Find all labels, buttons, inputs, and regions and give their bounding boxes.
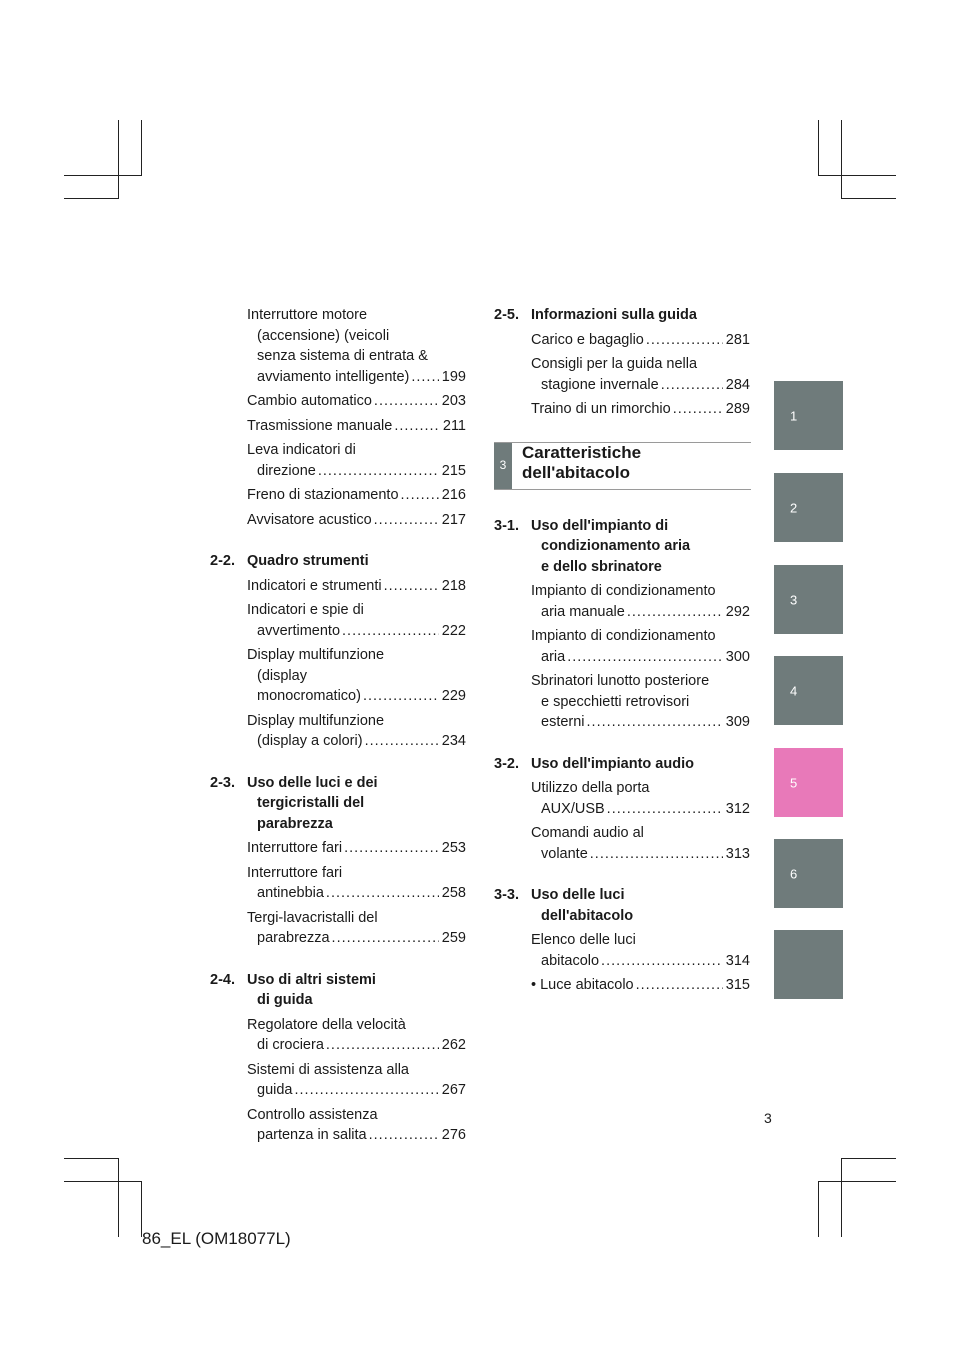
toc-page-number: 314: [725, 952, 750, 969]
toc-entry[interactable]: [247, 863, 466, 904]
toc-page-number: 309: [725, 714, 750, 730]
toc-entry-title: Controllo assistenza: [247, 1106, 378, 1123]
chapter-number-badge: 3: [494, 443, 512, 489]
chapter-tab-2[interactable]: [774, 473, 843, 542]
toc-page-number: 284: [725, 376, 750, 393]
toc-entry[interactable]: [531, 975, 750, 996]
toc-entry[interactable]: [247, 711, 466, 752]
toc-entry-line: [531, 647, 750, 668]
toc-entry-title: Interruttore fari: [247, 864, 343, 881]
dot-leader: [411, 367, 438, 388]
dot-leader: [673, 399, 723, 420]
chapter-title-line: Caratteristiche: [522, 442, 642, 462]
toc-page-number: 215: [441, 462, 466, 479]
toc-entry-text: Interruttore fari: [247, 840, 343, 856]
toc-page-number: 216: [441, 487, 466, 503]
section-heading: [210, 551, 470, 572]
toc-page-number: 218: [441, 577, 466, 594]
crop-mark: [841, 1158, 896, 1159]
dot-leader: [627, 602, 723, 623]
toc-entry-title: Impianto di condizionamento: [531, 583, 716, 599]
toc-page-number: 267: [441, 1082, 466, 1098]
toc-entry-line: [531, 712, 750, 733]
toc-entry-line: [247, 883, 466, 904]
intro-entries: [247, 305, 470, 530]
toc-entry-title: Consigli per la guida nella: [531, 356, 698, 372]
toc-entry[interactable]: [531, 823, 750, 864]
toc-left-column: [210, 305, 470, 1150]
toc-entry-line: [247, 416, 466, 437]
toc-entry-text: di crociera: [257, 1037, 324, 1053]
section-title-line: condizionamento aria: [541, 538, 691, 554]
toc-entry[interactable]: [531, 330, 750, 351]
toc-entry-title-cont: (accensione) (veicoli: [257, 327, 390, 344]
dot-leader: [374, 391, 439, 412]
crop-mark: [64, 175, 142, 176]
section-heading: [210, 970, 470, 1011]
chapter-tab-label: 2: [790, 500, 798, 515]
chapter-title: [522, 443, 641, 483]
dot-leader: [661, 375, 723, 396]
section-heading: [494, 885, 754, 926]
dot-leader: [326, 1035, 439, 1056]
toc-entry[interactable]: [531, 354, 750, 395]
toc-entry-text: AUX/USB: [541, 800, 605, 817]
toc-entry[interactable]: [531, 626, 750, 667]
toc-entry-line: [531, 602, 750, 623]
crop-mark: [818, 175, 896, 176]
toc-page-number: 258: [441, 885, 466, 901]
section-title: [247, 970, 447, 1011]
toc-page-number: 234: [441, 733, 466, 749]
chapter-tab-label: 6: [790, 866, 798, 881]
dot-leader: [384, 576, 439, 597]
toc-entry-title-cont: (display: [257, 667, 307, 684]
toc-page-number: 222: [441, 622, 466, 639]
toc-entry-line: [247, 576, 466, 597]
section-number: 2-3.: [210, 774, 235, 791]
toc-entry-title-cont: senza sistema di entrata &: [257, 348, 428, 364]
toc-entry-title: Indicatori e spie di: [247, 602, 364, 618]
dot-leader: [601, 951, 723, 972]
toc-entry[interactable]: [531, 778, 750, 819]
section-gap: [494, 868, 754, 885]
toc-entry[interactable]: [247, 645, 466, 707]
dot-leader: [344, 838, 439, 859]
section-entries: [531, 330, 754, 420]
dot-leader: [363, 686, 439, 707]
section-number: 3-3.: [494, 887, 519, 903]
dot-leader: [365, 731, 439, 752]
toc-entry[interactable]: [247, 908, 466, 949]
toc-entry-title: Comandi audio al: [531, 825, 644, 841]
chapter-tab-label: 1: [790, 408, 798, 423]
section-title: [531, 516, 731, 578]
toc-entry-text: Freno di stazionamento: [247, 487, 399, 503]
toc-entry-line: [531, 951, 750, 972]
section-gap: [494, 737, 754, 754]
toc-entry-text: monocromatico): [257, 688, 361, 704]
toc-entry-title: Sbrinatori lunotto posteriore: [531, 673, 710, 689]
section-title-line: Uso di altri sistemi: [247, 971, 376, 988]
toc-entry[interactable]: [531, 581, 750, 622]
dot-leader: [394, 416, 440, 437]
section-title: [247, 773, 447, 835]
toc-entry-title: Sistemi di assistenza alla: [247, 1061, 409, 1078]
section-gap: [210, 534, 470, 551]
toc-entry-text: aria manuale: [541, 603, 625, 620]
toc-entry-title: Impianto di condizionamento: [531, 628, 716, 644]
toc-entry-line: [247, 1035, 466, 1056]
chapter-tab-1[interactable]: [774, 381, 843, 450]
dot-leader: [374, 510, 439, 531]
toc-entry-text: direzione: [257, 462, 316, 479]
toc-entry-line: [247, 391, 466, 412]
toc-entry[interactable]: [247, 600, 466, 641]
chapter-tab-label: 4: [790, 683, 798, 698]
toc-entry-title: Tergi-lavacristalli del: [247, 909, 378, 926]
toc-page-number: 217: [441, 511, 466, 528]
toc-entry-text: Indicatori e strumenti: [247, 577, 382, 594]
chapter-header: [494, 442, 751, 490]
crop-mark: [841, 120, 842, 199]
toc-entry[interactable]: [531, 671, 750, 733]
toc-entry-text: (display a colori): [257, 733, 363, 749]
section-title-line: e dello sbrinatore: [541, 558, 662, 575]
toc-entry[interactable]: [247, 416, 466, 437]
toc-entry[interactable]: [247, 1105, 466, 1146]
toc-entry[interactable]: [247, 485, 466, 506]
section-title: [531, 305, 731, 326]
toc-entry-text: antinebbia: [257, 885, 324, 901]
toc-entry[interactable]: [247, 576, 466, 597]
toc-entry-line: [531, 399, 750, 420]
section-entries: [531, 930, 754, 996]
crop-mark: [141, 120, 142, 176]
crop-mark: [818, 120, 819, 176]
toc-entry[interactable]: [247, 1015, 466, 1056]
section-title: [531, 754, 731, 775]
chapter-tab-label: 5: [790, 775, 798, 790]
section-title-line: dell'abitacolo: [541, 907, 634, 924]
toc-entry-title: Elenco delle luci: [531, 932, 636, 948]
section-heading: [494, 754, 754, 775]
toc-entry-text: Traino di un rimorchio: [531, 401, 671, 417]
toc-entry-line: [247, 1125, 466, 1146]
page-number: 3: [764, 1110, 772, 1126]
toc-entry-line: [531, 799, 750, 820]
toc-page-number: 211: [442, 417, 466, 434]
toc-entry-line: [247, 838, 466, 859]
crop-mark: [64, 198, 119, 199]
toc-entry-line: [247, 1080, 466, 1101]
toc-page-number: 289: [725, 401, 750, 417]
dot-leader: [401, 485, 439, 506]
section-number: 3-2.: [494, 755, 519, 772]
toc-page-number: 292: [725, 603, 750, 620]
toc-entry[interactable]: [247, 838, 466, 859]
toc-entry-line: [531, 844, 750, 865]
toc-entry-line: [247, 621, 466, 642]
toc-entry[interactable]: [247, 391, 466, 412]
toc-entry-text: stagione invernale: [541, 376, 659, 393]
toc-page-number: 253: [441, 840, 466, 856]
chapter-tab-5[interactable]: [774, 748, 843, 817]
toc-entry-title: Leva indicatori di: [247, 442, 356, 458]
toc-entry-text: Trasmissione manuale: [247, 417, 393, 434]
toc-entry-line: [247, 686, 466, 707]
section-number: 2-4.: [210, 971, 235, 988]
section-title-line: tergicristalli del: [257, 795, 365, 811]
dot-leader: [646, 330, 723, 351]
toc-page-number: 312: [725, 800, 750, 817]
section-title: [531, 885, 731, 926]
toc-entry-text: esterni: [541, 714, 585, 730]
toc-entry-text: volante: [541, 845, 588, 862]
toc-page-number: 262: [441, 1037, 466, 1053]
dot-leader: [318, 461, 439, 482]
section-gap: [210, 953, 470, 970]
toc-entry-text: partenza in salita: [257, 1127, 367, 1143]
dot-leader: [590, 844, 723, 865]
toc-entry-text: • Luce abitacolo: [531, 977, 634, 993]
crop-mark: [818, 1181, 819, 1237]
section-heading: [494, 516, 754, 578]
toc-entry[interactable]: [531, 930, 750, 971]
section-heading: [210, 773, 470, 835]
toc-entry-line: [531, 330, 750, 351]
toc-entry-text: avvertimento: [257, 622, 341, 639]
toc-page-number: 259: [441, 930, 466, 946]
section-title-line: Quadro strumenti: [247, 553, 369, 569]
chapter-tab-6[interactable]: [774, 839, 843, 908]
chapter-title-line: dell'abitacolo: [522, 462, 630, 482]
chapter-tab-3[interactable]: [774, 565, 843, 634]
toc-entry-title: Display multifunzione: [247, 712, 385, 729]
toc-entry-line: [247, 731, 466, 752]
section-title-line: Uso dell'impianto audio: [531, 755, 694, 772]
toc-entry[interactable]: [247, 510, 466, 531]
crop-mark: [64, 1181, 142, 1182]
dot-leader: [567, 647, 723, 668]
toc-entry[interactable]: [247, 440, 466, 481]
dot-leader: [607, 799, 723, 820]
toc-entry-text: aria: [541, 648, 566, 665]
toc-entry-title-cont: e specchietti retrovisori: [541, 693, 690, 710]
section-number: 2-2.: [210, 553, 235, 569]
toc-page-number: 315: [725, 977, 750, 993]
section-title-line: di guida: [257, 992, 313, 1008]
crop-mark: [841, 1158, 842, 1237]
dot-leader: [587, 712, 723, 733]
toc-entry-text: parabrezza: [257, 930, 330, 946]
toc-page-number: 229: [441, 688, 466, 704]
toc-entry[interactable]: [247, 1060, 466, 1101]
toc-page-number: 276: [441, 1127, 466, 1143]
section-entries: [247, 1015, 470, 1146]
section-title-line: Informazioni sulla guida: [531, 307, 697, 323]
footer-code: 86_EL (OM18077L): [142, 1229, 291, 1248]
section-number: 2-5.: [494, 307, 519, 323]
dot-leader: [332, 928, 439, 949]
toc-entry-text: Avvisatore acustico: [247, 511, 372, 528]
toc-entry-line: [247, 461, 466, 482]
chapter-tab-label: 3: [790, 592, 798, 607]
section-title: [247, 551, 447, 572]
toc-page-number: 203: [441, 393, 466, 409]
toc-entry-text: Cambio automatico: [247, 393, 372, 409]
section-title-line: Uso delle luci: [531, 887, 625, 903]
toc-entry-title: Interruttore motore: [247, 307, 368, 323]
crop-mark: [64, 1158, 119, 1159]
chapter-tab-4[interactable]: [774, 656, 843, 725]
toc-entry-line: [247, 367, 466, 388]
crop-mark: [118, 1158, 119, 1237]
toc-page-number: 281: [725, 331, 750, 348]
chapter-tab-index[interactable]: [774, 930, 843, 999]
section-title-line: Uso dell'impianto di: [531, 517, 669, 534]
toc-entry[interactable]: [531, 399, 750, 420]
dot-leader: [294, 1080, 438, 1101]
section-entries: [531, 778, 754, 864]
section-title-line: Uso delle luci e dei: [247, 774, 378, 791]
toc-entry-text: avviamento intelligente): [257, 368, 410, 385]
section-number: 3-1.: [494, 517, 519, 534]
section-heading: [494, 305, 754, 326]
dot-leader: [326, 883, 439, 904]
section-entries: [247, 576, 470, 752]
toc-right-column: [494, 305, 754, 1000]
section-title-line: parabrezza: [257, 815, 333, 832]
toc-entry-title: Display multifunzione: [247, 647, 385, 663]
crop-mark: [818, 1181, 896, 1182]
dot-leader: [636, 975, 723, 996]
toc-entry-text: guida: [257, 1082, 293, 1098]
toc-entry-line: [531, 375, 750, 396]
toc-entry-text: Carico e bagaglio: [531, 331, 644, 348]
toc-entry-line: [247, 485, 466, 506]
toc-entry[interactable]: [247, 305, 466, 387]
section-entries: [247, 838, 470, 949]
toc-entry-title: Regolatore della velocità: [247, 1016, 406, 1033]
section-entries: [531, 581, 754, 733]
dot-leader: [369, 1125, 439, 1146]
toc-page-number: 300: [725, 648, 750, 665]
toc-entry-text: abitacolo: [541, 952, 600, 969]
toc-page-number: 199: [441, 368, 466, 385]
crop-mark: [841, 198, 896, 199]
toc-entry-line: [531, 975, 750, 996]
toc-entry-line: [247, 928, 466, 949]
toc-page-number: 313: [725, 845, 750, 862]
toc-entry-line: [247, 510, 466, 531]
crop-mark: [118, 120, 119, 199]
section-gap: [210, 756, 470, 773]
toc-entry-title: Utilizzo della porta: [531, 780, 650, 796]
dot-leader: [342, 621, 439, 642]
